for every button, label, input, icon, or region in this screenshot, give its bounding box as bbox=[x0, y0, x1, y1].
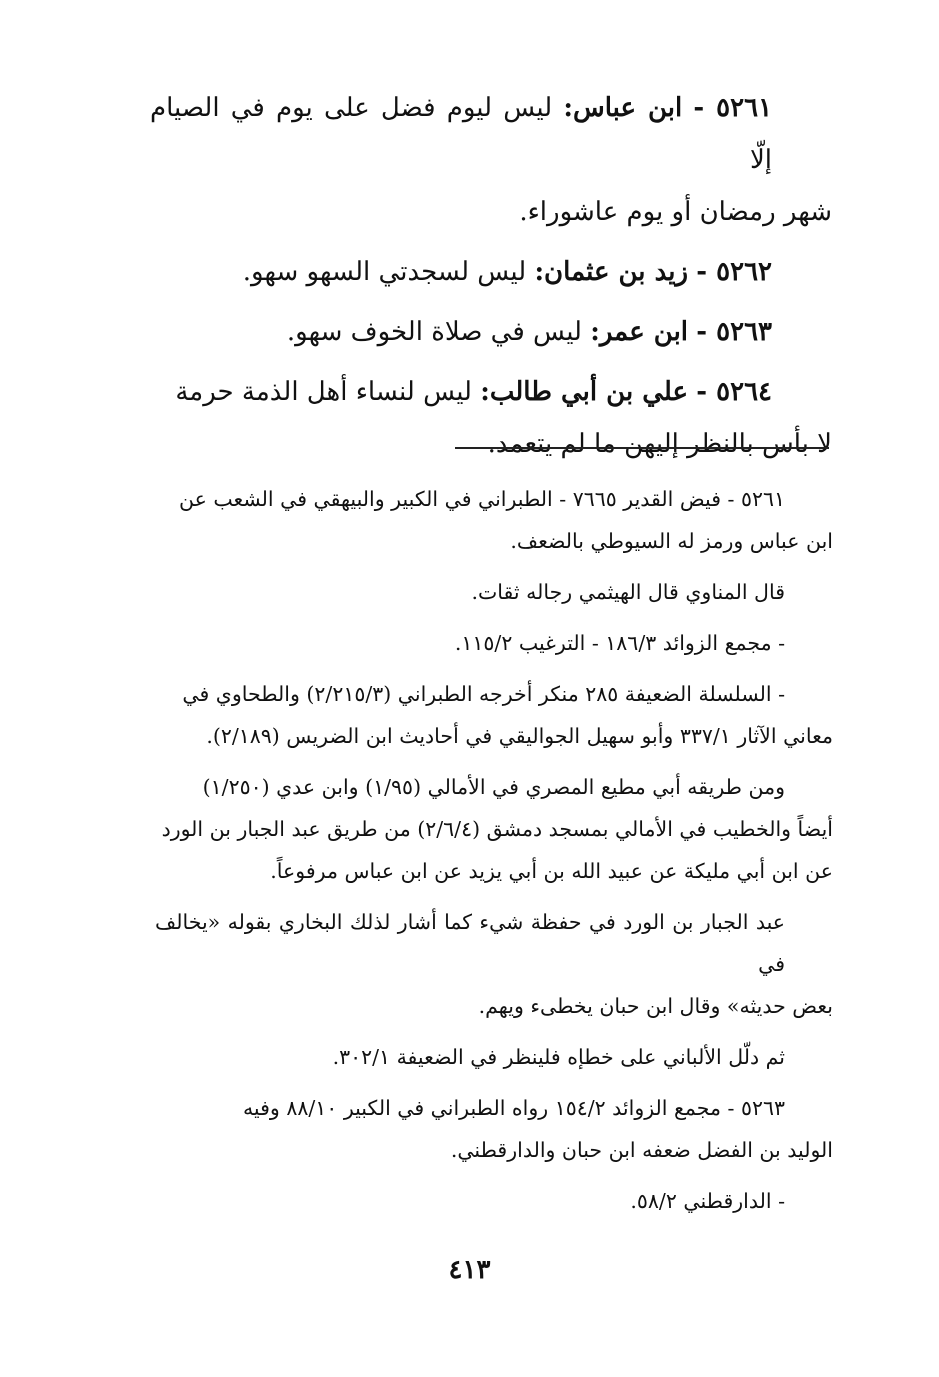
footnote bbox=[155, 766, 833, 892]
footnote-line: ومن طريقه أبي مطيع المصري في الأمالي (١/٩٥) وابن عدي (١/٢٥٠) bbox=[202, 775, 785, 799]
entry-5263 bbox=[150, 306, 832, 358]
footnote-line: قال المناوي قال الهيثمي رجاله ثقات. bbox=[471, 580, 785, 604]
entry-number: ٥٢٦٣ - bbox=[696, 317, 772, 347]
entry-number: ٥٢٦٤ - bbox=[696, 377, 772, 407]
footnote-line: ابن عباس ورمز له السيوطي بالضعف. bbox=[510, 529, 833, 553]
entry-narrator: ابن عباس: bbox=[563, 93, 683, 123]
footnote-line: - مجمع الزوائد ١٨٦/٣ - الترغيب ١١٥/٢. bbox=[454, 631, 785, 655]
entry-text: ليس لنساء أهل الذمة حرمة bbox=[175, 377, 472, 407]
footnote-line: عبد الجبار بن الورد في حفظة شيء كما أشار لذلك البخاري بقوله «يخالف في bbox=[155, 910, 785, 976]
footnote bbox=[155, 673, 833, 757]
entry-text-continued: لا بأس بالنظر إليهن ما لم يتعمد. bbox=[487, 429, 832, 459]
footnote-line: معاني الآثار ٣٣٧/١ وأبو سهيل الجواليقي في أحاديث ابن الضريس (٢/١٨٩). bbox=[206, 724, 833, 748]
footnote-line: - الدارقطني ٥٨/٢. bbox=[630, 1189, 785, 1213]
entry-5264 bbox=[150, 366, 832, 470]
footnote bbox=[155, 622, 833, 664]
entry-narrator: ابن عمر: bbox=[590, 317, 689, 347]
footnotes bbox=[155, 478, 833, 1231]
page-number: ٤١٣ bbox=[448, 1255, 491, 1285]
entry-number: ٥٢٦٢ - bbox=[696, 257, 772, 287]
footnote bbox=[155, 901, 833, 1027]
entry-5262 bbox=[150, 246, 832, 298]
entry-text: ليس في صلاة الخوف سهو. bbox=[286, 317, 582, 347]
footnote bbox=[155, 1180, 833, 1222]
footnote-line: ٥٢٦٣ - مجمع الزوائد ١٥٤/٢ رواه الطبراني في الكبير ٨٨/١٠ وفيه bbox=[242, 1096, 785, 1120]
main-text bbox=[150, 82, 832, 478]
footnote-line: أيضاً والخطيب في الأمالي بمسجد دمشق (٢/٦/٤) من طريق عبد الجبار بن الورد bbox=[161, 817, 833, 841]
footnote-line: بعض حديثه» وقال ابن حبان يخطىء ويهم. bbox=[478, 994, 833, 1018]
footnote-separator bbox=[455, 447, 829, 449]
entry-narrator: زيد بن عثمان: bbox=[534, 257, 689, 287]
entry-text: ليس ليوم فضل على يوم في الصيام إلّا bbox=[150, 93, 772, 175]
footnote-line: ٥٢٦١ - فيض القدير ٧٦٦٥ - الطبراني في الكبير والبيهقي في الشعب عن bbox=[178, 487, 785, 511]
entry-narrator: علي بن أبي طالب: bbox=[480, 377, 689, 407]
footnote bbox=[155, 1036, 833, 1078]
footnote-line: ثم دلّل الألباني على خطإه فلينظر في الضعيفة ٣٠٢/١. bbox=[332, 1045, 785, 1069]
entry-number: ٥٢٦١ - bbox=[693, 93, 773, 123]
footnote-line: عن ابن أبي مليكة عن عبيد الله بن أبي يزيد عن ابن عباس مرفوعاً. bbox=[270, 859, 833, 883]
footnote bbox=[155, 571, 833, 613]
entry-text: ليس لسجدتي السهو سهو. bbox=[242, 257, 527, 287]
footnote-line: الوليد بن الفضل ضعفه ابن حبان والدارقطني. bbox=[450, 1138, 833, 1162]
entry-5261 bbox=[150, 82, 832, 238]
footnote bbox=[155, 1087, 833, 1171]
footnote bbox=[155, 478, 833, 562]
footnote-line: - السلسلة الضعيفة ٢٨٥ منكر أخرجه الطبراني (٢/٢١٥/٣) والطحاوي في bbox=[182, 682, 785, 706]
entry-text-continued: شهر رمضان أو يوم عاشوراء. bbox=[519, 197, 832, 227]
